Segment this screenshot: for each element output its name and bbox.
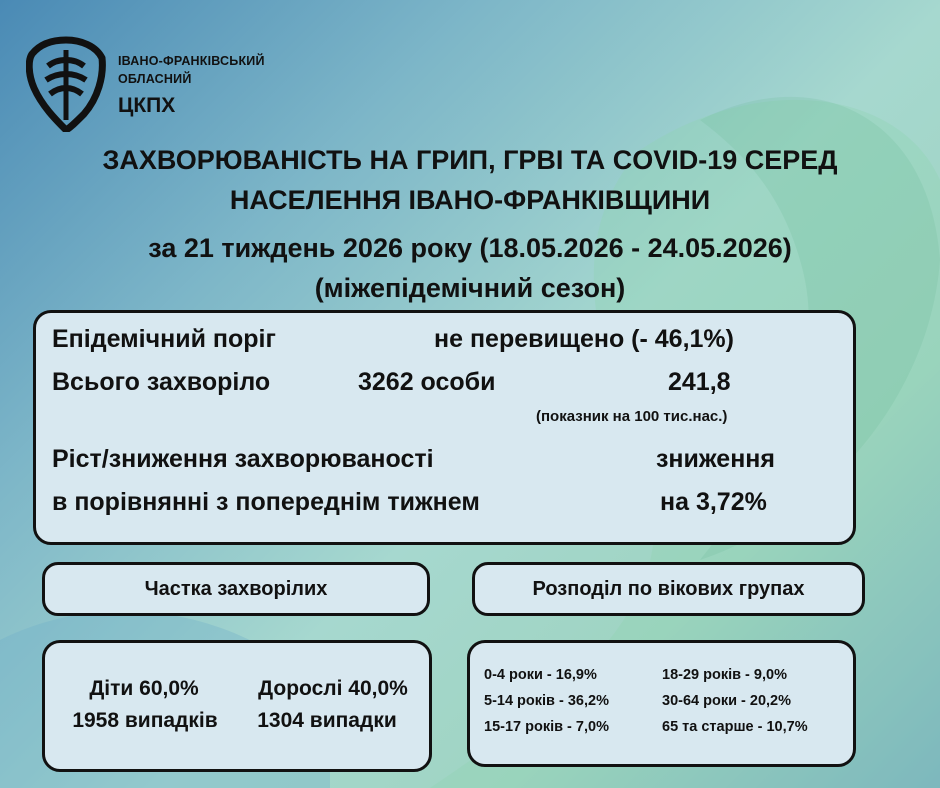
page-title (0, 140, 940, 220)
total-label: Всього захворіло (52, 368, 271, 396)
organization-name (118, 52, 265, 122)
shield-logo-icon (26, 36, 106, 132)
trend-label-line-1: Ріст/зниження захворюваності (52, 445, 434, 473)
adults-share: Дорослі 40,0% (258, 677, 408, 700)
share-heading: Частка захворілих (42, 562, 430, 616)
age-group-item: 18-29 років - 9,0% (662, 667, 787, 683)
org-line-3: ЦКПХ (118, 94, 176, 117)
adults-cases: 1304 випадки (257, 709, 397, 732)
age-group-item: 0-4 роки - 16,9% (484, 667, 597, 683)
total-count: 3262 особи (358, 368, 496, 396)
share-panel (42, 640, 432, 772)
trend-value-line-2: на 3,72% (660, 488, 767, 516)
trend-value-line-1: зниження (656, 445, 775, 473)
title-line-1: ЗАХВОРЮВАНІСТЬ НА ГРИП, ГРВІ ТА COVID-19 СЕРЕД (102, 145, 838, 175)
summary-panel (33, 310, 856, 545)
threshold-label: Епідемічний поріг (52, 325, 276, 353)
rate-note: (показник на 100 тис.нас.) (536, 408, 728, 425)
children-share: Діти 60,0% (89, 677, 199, 700)
org-line-1: ІВАНО-ФРАНКІВСЬКИЙ (118, 54, 265, 68)
age-panel (467, 640, 856, 767)
org-line-2: ОБЛАСНИЙ (118, 72, 192, 86)
age-group-item: 5-14 років - 36,2% (484, 693, 609, 709)
age-heading: Розподіл по вікових групах (472, 562, 865, 616)
season-subtitle: (міжепідемічний сезон) (314, 273, 626, 303)
children-cases: 1958 випадків (72, 709, 218, 732)
week-subtitle: за 21 тиждень 2026 року (18.05.2026 - 24.05.2026) (148, 233, 792, 263)
incidence-rate: 241,8 (668, 368, 731, 396)
age-group-item: 65 та старше - 10,7% (662, 719, 808, 735)
age-group-item: 30-64 роки - 20,2% (662, 693, 791, 709)
trend-label-line-2: в порівнянні з попереднім тижнем (52, 488, 480, 516)
title-line-2: НАСЕЛЕННЯ ІВАНО-ФРАНКІВЩИНИ (229, 185, 711, 215)
threshold-value: не перевищено (- 46,1%) (434, 325, 734, 353)
age-group-item: 15-17 років - 7,0% (484, 719, 609, 735)
